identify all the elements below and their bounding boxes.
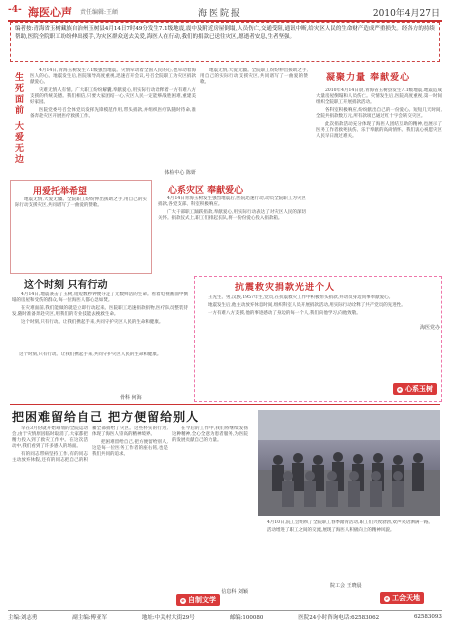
editors-note (10, 22, 440, 62)
article-night-body (12, 292, 188, 346)
article-yushu-title: 心系灾区 奉献爱心 (168, 186, 244, 196)
article-reflect-byline: 信息科 刘颖 (221, 589, 248, 595)
paragraph: 一方有难八方支援,他的事迹感动了身边的每一个人,我们向他学习,向他致敬。 (208, 311, 361, 316)
paragraph: 4月10日,院工会组织了全院职工春季踏青活动,职工们兴致勃勃,欢声笑语洒满一路。 (267, 520, 433, 525)
article-union-byline: 院工会 王晓晨 (330, 583, 362, 589)
article-reflect-body (12, 426, 248, 586)
paragraph: 各科室积极响应,纷纷献出自己的一份爱心。短短几天时间,全院共捐款数万元,所有款项已通过红十字会转交灾区。 (316, 108, 442, 119)
article-yushu (154, 180, 308, 272)
article-life-byline: 体检中心 陈妍 (164, 170, 196, 176)
article-mourn-title: 抗震救灾捐款光进个人 (235, 283, 336, 293)
love-tree-tag (393, 383, 437, 395)
article-reflect (10, 408, 250, 604)
article-reflect-title: 把困难留给自己 把方便留给别人 (12, 410, 200, 424)
paragraph: 医院党委号召全体党员发挥先锋模范作用,带头捐款,并组织医疗队随时待命,准备奔赴灾区开展医疗救援工作。 (30, 108, 196, 119)
section-editor: 责任编辑:王頔 (80, 9, 119, 16)
article-night-byline: 骨科 何海 (120, 395, 142, 401)
article-hands-body (15, 197, 147, 269)
literature-tag (176, 594, 220, 606)
article-life-body (30, 68, 196, 168)
article-mourn-body (199, 295, 437, 381)
circle-e-icon: e (398, 387, 402, 393)
union-photo (258, 410, 440, 516)
paragraph: 有的同志带病坚持工作,有的同志主动放弃休假,还有的同志把自己的积蓄全部捐给了灾区。这些朴实的行为,体现了海医人崇高的精神境界。 (12, 426, 168, 463)
paragraph: 2010年4月14日晨,青海省玉树县发生7.1级地震,地震造成大量房屋倒塌和人员伤亡。灾情发生后,医院高度重视,第一时间组织全院职工开展捐款活动。 (316, 88, 442, 105)
paragraph: 在灾难面前,我们能做的就是立即行动起来。医院职工迅速捐款捐物,医疗队员整装待发,随时准备奔赴灾区,用我们的专业技能去挽救生命。 (12, 306, 188, 317)
group-photo-illustration (258, 410, 440, 516)
article-union-body (258, 520, 440, 580)
article-night-cont (10, 352, 190, 392)
paragraph: 4月14日青海玉树发生强烈地震后,医院迅速行动,动员全院职工为灾区捐款,各党支部、科室积极响应。 (158, 196, 306, 207)
union-tag-label: 工会天地 (392, 593, 420, 602)
footer-address: 地址:中关村大街29号 (141, 615, 195, 621)
article-hands-title: 用爱托举希望 (33, 187, 88, 197)
paragraph: 这个时刻,只有行动。让我们携起手来,共同守护灾区人民的生命和健康。 (19, 352, 162, 357)
article-quake-title: 凝聚力量 奉献爱心 (326, 73, 411, 83)
footer-editor: 主编:刘志勇 (8, 615, 38, 621)
paragraph: 地震无情,大爱无疆。全院职工纷纷伸出援助之手,用自己的实际行动支援灾区,共同谱写了一曲爱的赞歌。 (200, 68, 308, 85)
footer-postcode: 邮编:100080 (229, 615, 264, 621)
paragraph: 早在3月份就开始筹划的全院运动会,由于灾情原因临时取消了,大家都把精力投入到了救灾工作中。在这次活动中,我们看到了许多感人的场面。 (12, 426, 88, 449)
paper-name: 海医院报 (198, 9, 243, 19)
love-tree-tag-label: 心系玉树 (405, 384, 433, 393)
paragraph: 地震发生后,他主动放弃休息时间,组织科室人员开展捐款活动,用实际行动诠释了共产党员的先进性。 (208, 303, 406, 308)
paragraph: 灾难无情人有情。广大职工纷纷解囊,奉献爱心,用实际行动诠释着一方有难八方支援的传统美德。我们相信,只要大家团结一心,灾区人民一定能够战胜困难,重建美好家园。 (30, 88, 196, 105)
article-night-title: 这个时刻 只有行动 (24, 280, 108, 291)
article-quake-byline: 海医党办 (419, 325, 440, 331)
section-divider (10, 404, 440, 405)
paragraph: 活动增进了职工之间的交流,展现了海医人积极向上的精神风貌。 (267, 528, 395, 533)
page-header (8, 4, 442, 22)
paragraph: 地震无情,大爱无疆。全院职工纷纷伸出援助之手,用自己的实际行动支援灾区,共同谱写了一曲爱的赞歌。 (15, 197, 147, 208)
article-yushu-body (158, 196, 306, 268)
article-hands (10, 180, 152, 274)
paragraph: 在今后的工作中,我们将继续发扬这种精神,全心全意为患者服务,为医院的发展贡献自己的力量。 (172, 426, 248, 443)
issue-date: 2010年4月27日 (372, 9, 440, 19)
paragraph: 把困难留给自己,把方便留给别人,这是每一位医务工作者的座右铭,也是我们共同的追求。 (92, 440, 168, 457)
footer-phone2: 62583093 (413, 614, 442, 620)
paragraph: 王先生、男,汉族,1957年生,党员,在抗震救灾工作中积极带头捐款,并动员身边同事奉献爱心。 (208, 295, 394, 300)
article-support-body (200, 68, 308, 178)
page-footer (8, 610, 442, 623)
paragraph: 广大干部职工踊跃捐款,奉献爱心,用实际行动表达了对灾区人民的深切关怀。捐款仪式上,职工们排起长队,将一份份爱心投入捐款箱。 (158, 210, 306, 221)
article-mourn (194, 276, 442, 402)
paragraph: 4月14日,地震袭击了玉树,短短数秒钟便夺走了无数鲜活的生命。看着电视画面中倒塌的房屋和受伤的群众,每一位海医人都心急如焚。 (12, 292, 188, 303)
editors-note-text: 编者按:青海省玉树藏族自治州玉树县4月14日7时49分发生7.1级地震,震中及附近房屋倒塌,人员伤亡,交通受阻,通讯中断,给灾区人民的生命财产造成严重损失。经各方的持续帮助,医院全院职工纷纷伸出援手,为灾区群众送去关爱,海医人在行动,我们的捐款已送往灾区,愿逝者安息,生者坚强。 (15, 26, 435, 40)
article-night (10, 274, 190, 350)
paragraph: 这个时刻,只有行动。让我们携起手来,共同守护灾区人民的生命和健康。 (21, 320, 164, 325)
footer-phone: 医院24小时咨询电话:62583062 (298, 615, 380, 621)
paragraph: 此次捐款活动充分体现了海医人团结互助的精神,也展示了医务工作者救死扶伤、乐于奉献的高尚情怀。我们衷心祝愿灾区人民早日渡过难关。 (316, 122, 442, 139)
footer-deputy: 副主编:傅亚军 (72, 615, 108, 621)
union-tag (380, 592, 424, 604)
literature-tag-label: 自制文学 (188, 595, 216, 604)
section-title: 海医心声 (28, 6, 72, 19)
paragraph: 4月14日,青海玉树发生7.1级强烈地震。灾情牵动着全国人民的心,也牵动着海医人的心。地震发生后,医院领导高度重视,迅速召开会议,号召全院职工为灾区捐款献爱心。 (30, 68, 196, 85)
page-number: -4- (8, 5, 22, 15)
circle-e-icon: e (385, 596, 389, 602)
article-life-title: 生死面前 大爱无边 (13, 72, 23, 166)
circle-e-icon: e (181, 598, 185, 604)
article-life (10, 66, 198, 178)
